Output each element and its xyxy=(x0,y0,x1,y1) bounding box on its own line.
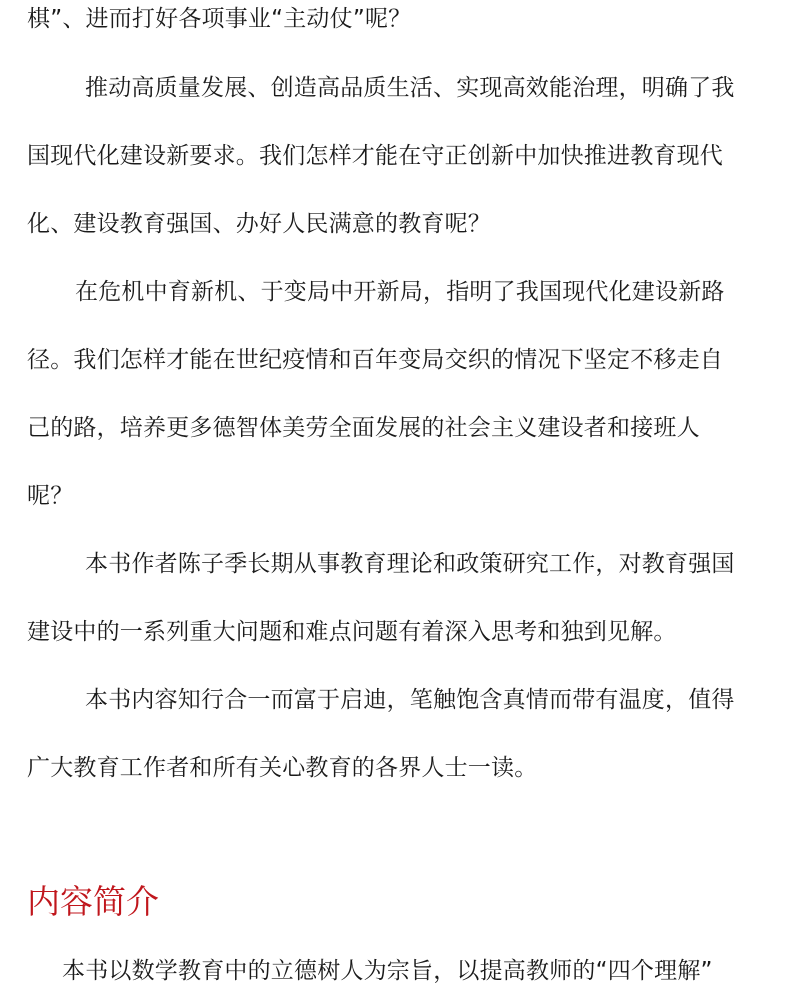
paragraph-line: 广大教育工作者和所有关心教育的各界人士一读。 xyxy=(27,755,538,781)
paragraph-line: 径。我们怎样才能在世纪疫情和百年变局交织的情况下坚定不移走自 xyxy=(27,347,723,373)
paragraph-line: 国现代化建设新要求。我们怎样才能在守正创新中加快推进教育现代 xyxy=(27,143,723,169)
section-intro-line: 本书以数学教育中的立德树人为宗旨，以提高教师的“四个理解” xyxy=(62,958,713,984)
paragraph-line: 呢？ xyxy=(27,483,74,509)
paragraph-line: 化、建设教育强国、办好人民满意的教育呢？ xyxy=(27,211,491,237)
paragraph-line: 在危机中育新机、于变局中开新局，指明了我国现代化建设新路 xyxy=(75,279,725,305)
paragraph-line: 推动高质量发展、创造高品质生活、实现高效能治理，明确了我 xyxy=(85,75,735,101)
section-heading: 内容简介 xyxy=(27,882,159,921)
paragraph-line: 本书作者陈子季长期从事教育理论和政策研究工作，对教育强国 xyxy=(85,551,735,577)
paragraph-line: 本书内容知行合一而富于启迪，笔触饱含真情而带有温度，值得 xyxy=(85,687,735,713)
paragraph-line: 棋”、进而打好各项事业“主动仗”呢？ xyxy=(27,6,412,32)
paragraph-line: 建设中的一系列重大问题和难点问题有着深入思考和独到见解。 xyxy=(27,619,677,645)
paragraph-line: 己的路，培养更多德智体美劳全面发展的社会主义建设者和接班人 xyxy=(27,415,700,441)
